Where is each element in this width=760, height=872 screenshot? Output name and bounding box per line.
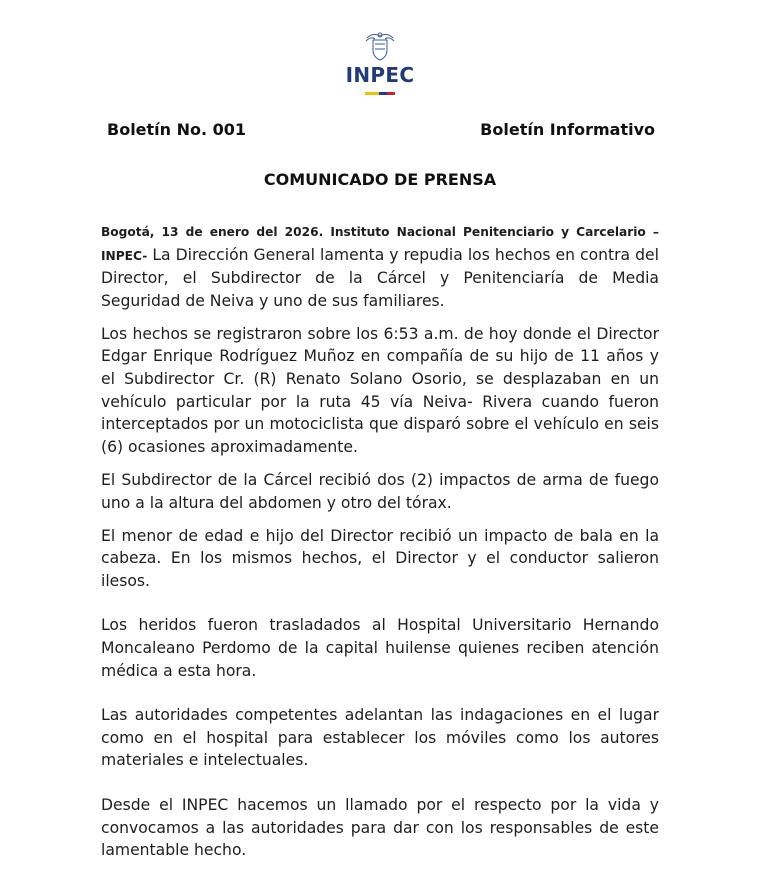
flag-stripe	[365, 92, 395, 95]
flag-red	[387, 92, 395, 95]
paragraph-intro	[101, 220, 659, 312]
paragraph-investigation: Las autoridades competentes adelantan las indagaciones en el lugar como en el hospital para establecer los móviles como los autores materiales e intelectuales.	[101, 706, 659, 770]
paragraph-hospital: Los heridos fueron trasladados al Hospital Universitario Hernando Moncaleano Perdomo de la capital huilense quienes reciben atención médica a esta hora.	[101, 616, 659, 680]
bulletin-type: Boletín Informativo	[480, 120, 655, 139]
paragraph-subdirector-injuries: El Subdirector de la Cárcel recibió dos (2) impactos de arma de fuego uno a la altura del abdomen y otro del tórax.	[101, 470, 659, 512]
inpec-logo	[340, 30, 420, 105]
brand-name: INPEC	[345, 63, 415, 87]
page-title: COMUNICADO DE PRENSA	[263, 170, 497, 189]
paragraph-minor-injury: El menor de edad e hijo del Director recibió un impacto de bala en la cabeza. En los mismos hechos, el Director y el conductor salieron ilesos.	[101, 526, 659, 590]
bulletin-header	[107, 120, 655, 140]
press-release-body	[101, 220, 659, 872]
bulletin-number: Boletín No. 001	[107, 120, 247, 139]
paragraph-intro-text: La Dirección General lamenta y repudia los hechos en contra del Director, el Subdirector de la Cárcel y Penitenciaría de Media Seguridad de Neiva y uno de sus familiares.	[101, 245, 659, 310]
paragraph-call-to-action: Desde el INPEC hacemos un llamado por el respecto por la vida y convocamos a las autoridades para dar con los responsables de este lamentable hecho.	[101, 795, 659, 860]
flag-blue	[379, 92, 387, 95]
dateline: Bogotá, 13 de enero del 2026. Instituto Nacional Penitenciario y Carcelario – INPEC-	[101, 225, 659, 263]
flag-yellow	[365, 92, 379, 95]
coat-of-arms-icon	[363, 30, 397, 62]
paragraph-events: Los hechos se registraron sobre los 6:53 a.m. de hoy donde el Director Edgar Enrique Rodríguez Muñoz en compañía de su hijo de 11 años y el Subdirector Cr. (R) Renato Solano Osorio, se desplazaban en un vehículo particular por la ruta 45 vía Neiva- Rivera cuando fueron interceptados por un motociclista que disparó sobre el vehículo en seis (6) ocasiones aproximadamente.	[101, 324, 659, 456]
